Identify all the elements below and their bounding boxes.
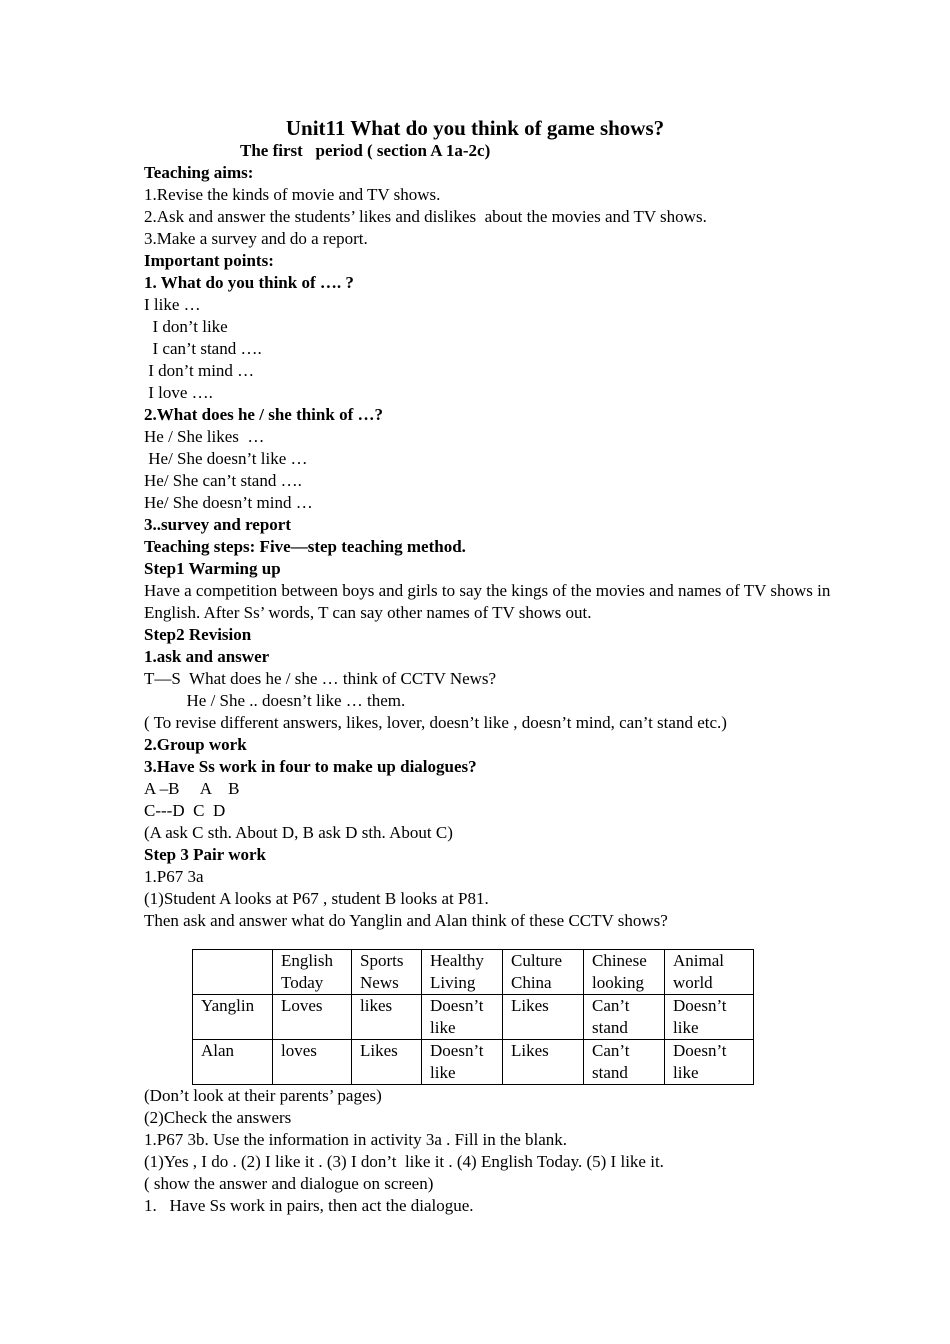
- section-heading: 2.Group work: [144, 735, 247, 754]
- text-line: I can’t stand ….: [144, 339, 262, 358]
- text-line: C---D C D: [144, 801, 226, 820]
- table-header-cell: Animal world: [665, 950, 754, 995]
- table-cell: Yanglin: [193, 995, 273, 1040]
- text-line: I don’t mind …: [144, 361, 255, 380]
- text-line: He/ She doesn’t like …: [144, 449, 308, 468]
- table-header-cell: [193, 950, 273, 995]
- table-cell: Likes: [503, 995, 584, 1040]
- section-heading: Step2 Revision: [144, 625, 252, 644]
- text-line: 2.Ask and answer the students’ likes and dislikes about the movies and TV shows.: [144, 207, 707, 226]
- text-line: (A ask C sth. About D, B ask D sth. About C): [144, 823, 453, 842]
- table-header-cell: Sports News: [352, 950, 422, 995]
- section-heading: 3.Have Ss work in four to make up dialogues?: [144, 757, 477, 776]
- text-line: 1.Revise the kinds of movie and TV shows.: [144, 185, 441, 204]
- section-heading: 1. What do you think of …. ?: [144, 273, 354, 292]
- table-cell: Doesn’t like: [665, 1040, 754, 1085]
- text-line: 1.P67 3b. Use the information in activity 3a . Fill in the blank.: [144, 1130, 568, 1149]
- section-heading: 3..survey and report: [144, 515, 292, 534]
- text-line: He / She likes …: [144, 427, 265, 446]
- text-line: 1. Have Ss work in pairs, then act the dialogue.: [144, 1196, 474, 1215]
- table-cell: Alan: [193, 1040, 273, 1085]
- text-line: (1)Yes , I do . (2) I like it . (3) I don’t like it . (4) English Today. (5) I like it.: [144, 1152, 664, 1171]
- text-line: He / She .. doesn’t like … them.: [144, 691, 406, 710]
- text-line: Have a competition between boys and girls to say the kings of the movies and names of TV shows in English. After Ss’ words, T can say other names of TV shows out.: [144, 581, 831, 622]
- document-title: Unit11 What do you think of game shows?: [285, 116, 665, 140]
- table-header-row: [193, 950, 754, 995]
- text-line: 1.P67 3a: [144, 867, 204, 886]
- section-heading: 2.What does he / she think of …?: [144, 405, 383, 424]
- text-line: Then ask and answer what do Yanglin and Alan think of these CCTV shows?: [144, 911, 668, 930]
- table-cell: Likes: [503, 1040, 584, 1085]
- section-heading: Step1 Warming up: [144, 559, 281, 578]
- text-line: He/ She can’t stand ….: [144, 471, 302, 490]
- table-cell: Can’t stand: [584, 995, 665, 1040]
- text-line: ( To revise different answers, likes, lover, doesn’t like , doesn’t mind, can’t stand etc.): [144, 713, 727, 732]
- section-heading: Step 3 Pair work: [144, 845, 266, 864]
- text-line: T—S What does he / she … think of CCTV News?: [144, 669, 497, 688]
- table-cell: likes: [352, 995, 422, 1040]
- text-line: I like …: [144, 295, 201, 314]
- table-header-cell: Culture China: [503, 950, 584, 995]
- text-line: (2)Check the answers: [144, 1108, 292, 1127]
- body-text-upper: [144, 162, 834, 932]
- section-heading: Teaching aims:: [144, 163, 254, 182]
- text-line: I love ….: [144, 383, 213, 402]
- table-cell: Doesn’t like: [422, 995, 503, 1040]
- text-line: (1)Student A looks at P67 , student B looks at P81.: [144, 889, 489, 908]
- table-cell: Loves: [273, 995, 352, 1040]
- text-line: I don’t like: [144, 317, 228, 336]
- section-heading: Important points:: [144, 251, 274, 270]
- text-line: ( show the answer and dialogue on screen): [144, 1174, 434, 1193]
- text-line: (Don’t look at their parents’ pages): [144, 1086, 382, 1105]
- table-header-cell: Healthy Living: [422, 950, 503, 995]
- table-cell: Doesn’t like: [665, 995, 754, 1040]
- table-cell: Doesn’t like: [422, 1040, 503, 1085]
- text-line: A –B A B: [144, 779, 240, 798]
- table-row: [193, 995, 754, 1040]
- table-header-cell: English Today: [273, 950, 352, 995]
- text-line: 3.Make a survey and do a report.: [144, 229, 368, 248]
- section-heading: 1.ask and answer: [144, 647, 270, 666]
- section-heading: Teaching steps: Five—step teaching method.: [144, 537, 466, 556]
- tv-shows-table: [192, 949, 754, 1085]
- table-cell: Likes: [352, 1040, 422, 1085]
- document-subtitle: The first period ( section A 1a-2c): [240, 141, 491, 160]
- table-cell: loves: [273, 1040, 352, 1085]
- table-cell: Can’t stand: [584, 1040, 665, 1085]
- table-row: [193, 1040, 754, 1085]
- body-text-lower: [144, 1085, 834, 1217]
- table-header-cell: Chinese looking: [584, 950, 665, 995]
- text-line: He/ She doesn’t mind …: [144, 493, 313, 512]
